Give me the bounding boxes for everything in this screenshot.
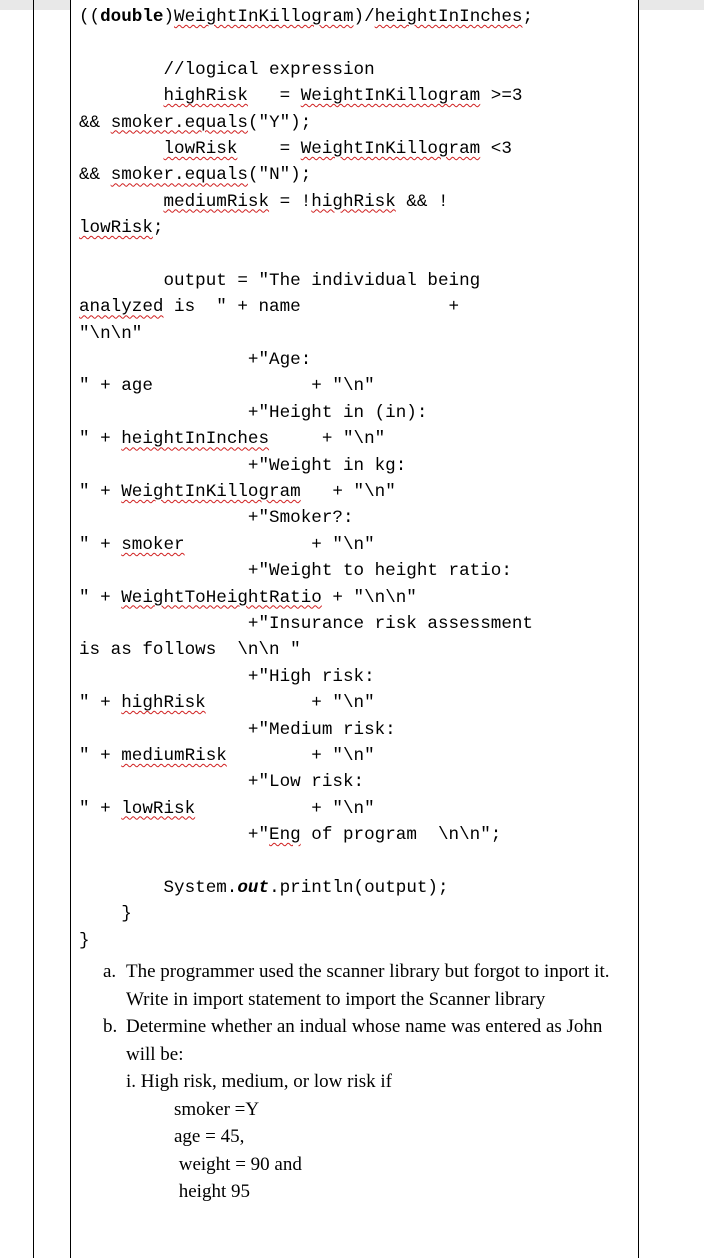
code-line: lowRisk; <box>79 218 164 239</box>
code-line: +"Weight to height ratio: <box>79 561 512 582</box>
code-line: ((double)WeightInKillogram)/heightInInches; <box>79 7 534 27</box>
code-line: " + lowRisk + "\n" <box>79 798 375 819</box>
condition-weight: weight = 90 and <box>174 1153 302 1175</box>
code-line: && smoker.equals("Y"); <box>79 112 312 133</box>
code-line: System.out.println(output); <box>79 877 449 898</box>
left-border-line <box>33 0 34 1258</box>
condition-age: age = 45, <box>174 1126 245 1147</box>
code-line: +"Eng of program \n\n"; <box>79 825 502 846</box>
code-line: +"Weight in kg: <box>79 455 407 476</box>
code-line: " + WeightToHeightRatio + "\n\n" <box>79 587 417 608</box>
code-line: highRisk = WeightInKillogram >=3 <box>163 86 523 107</box>
code-line: //logical expression <box>79 59 375 80</box>
question-b-marker: b. <box>103 1016 118 1037</box>
code-block <box>79 4 635 954</box>
questions-section <box>79 958 635 1206</box>
code-line <box>79 30 635 56</box>
code-line: +"Smoker?: <box>79 508 354 529</box>
condition-height: height 95 <box>174 1181 250 1202</box>
code-line: } <box>79 904 132 925</box>
conditions-list <box>79 1096 635 1206</box>
page-left-edge <box>70 0 71 1258</box>
code-line: " + heightInInches + "\n" <box>79 429 386 450</box>
code-line: +"Age: <box>79 350 312 371</box>
code-line: && smoker.equals("N"); <box>79 165 312 186</box>
code-line: output = "The individual being <box>79 270 481 291</box>
code-line: } <box>79 930 90 951</box>
code-line: +"High risk: <box>79 666 375 687</box>
question-b-i <box>79 1068 635 1096</box>
code-line: lowRisk = WeightInKillogram <3 <box>163 138 512 159</box>
question-a <box>79 958 635 1013</box>
code-line: " + highRisk + "\n" <box>79 693 375 714</box>
code-line: +"Height in (in): <box>79 402 428 423</box>
code-line: " + age + "\n" <box>79 376 375 397</box>
code-line: +"Insurance risk assessment <box>79 613 533 634</box>
code-line: is as follows \n\n " <box>79 640 301 661</box>
page-right-edge <box>638 0 639 1258</box>
code-line: " + mediumRisk + "\n" <box>79 745 375 766</box>
code-line <box>79 849 635 875</box>
code-line <box>79 242 635 268</box>
code-line: " + WeightInKillogram + "\n" <box>79 482 396 503</box>
question-b-i-text: High risk, medium, or low risk if <box>140 1071 392 1092</box>
question-b-text: Determine whether an indual whose name was entered as John will be: <box>126 1016 603 1065</box>
code-line: " + smoker + "\n" <box>79 534 375 555</box>
code-line: +"Medium risk: <box>79 719 396 740</box>
question-a-text: The programmer used the scanner library but forgot to inport it. Write in import statement to import the Scanner library <box>126 961 610 1010</box>
question-b-i-marker: i. <box>126 1071 137 1092</box>
question-b <box>79 1013 635 1068</box>
code-line: mediumRisk = !highRisk && ! <box>163 191 449 212</box>
code-line: "\n\n" <box>79 323 143 344</box>
code-line: analyzed is " + name + <box>79 297 460 318</box>
question-a-marker: a. <box>103 961 117 982</box>
code-line: +"Low risk: <box>79 772 365 793</box>
condition-smoker: smoker =Y <box>174 1098 260 1120</box>
